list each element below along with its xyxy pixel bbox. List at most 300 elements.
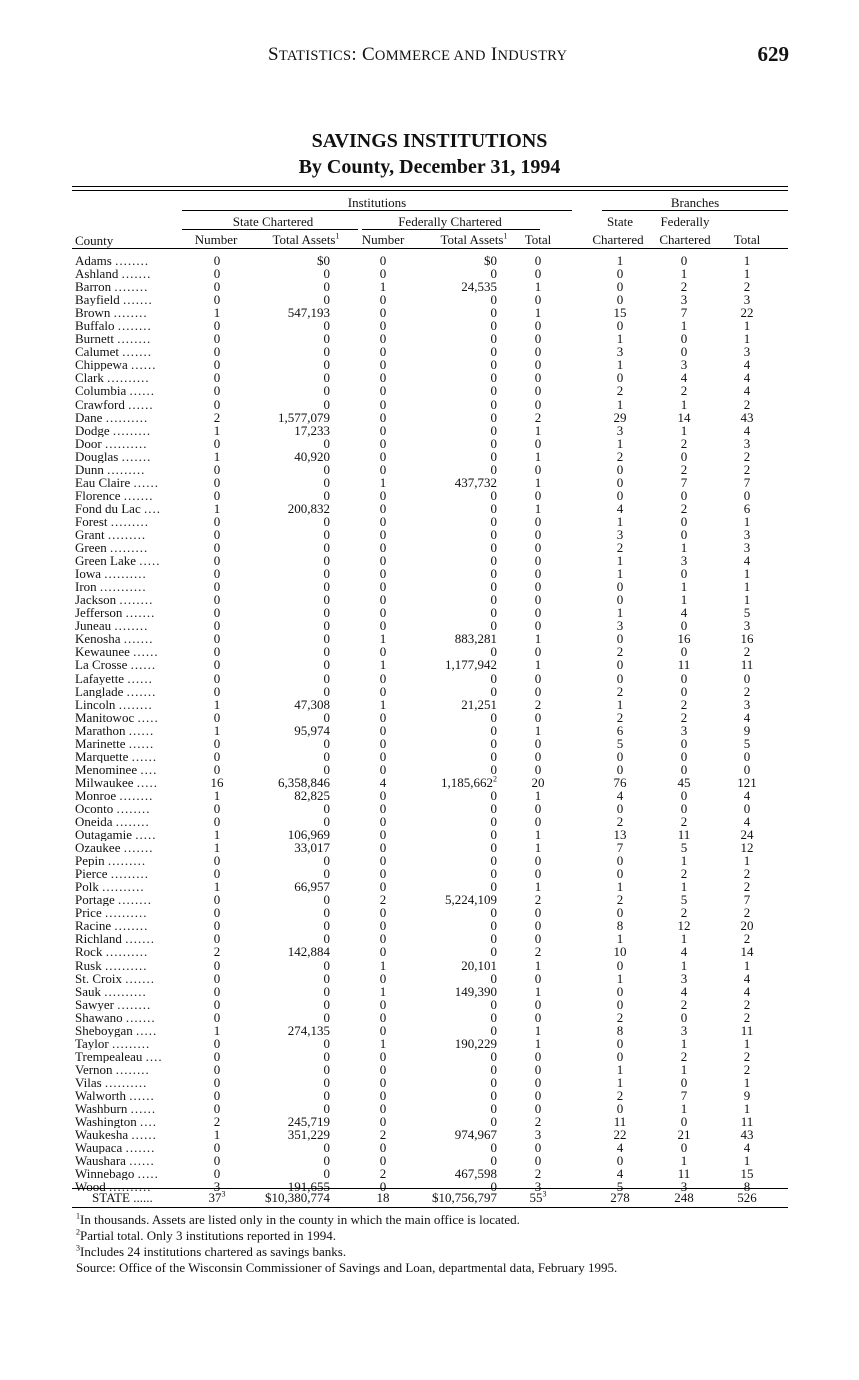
county-name: Buffalo ........ — [75, 319, 152, 333]
branches-fed-cell: 14 — [677, 409, 691, 425]
county-name: Dane .......... — [75, 410, 149, 424]
branches-fed-cell: 0 — [680, 618, 688, 634]
branches-state-cell: 0 — [616, 1035, 624, 1051]
branches-fed-cell: 1 — [680, 931, 688, 947]
branches-state-cell: 3 — [616, 344, 624, 360]
branches-fed-cell: 4 — [680, 605, 688, 621]
fed-number-cell: 0 — [379, 827, 387, 843]
fed-number-cell: 0 — [379, 266, 387, 282]
fed-assets-cell: 0 — [490, 1022, 497, 1038]
branches-total-cell: 2 — [743, 866, 751, 882]
fed-assets-cell: 5,224,109 — [445, 892, 497, 908]
branches-total-cell: 1 — [743, 1153, 751, 1169]
state-assets-cell: 0 — [323, 1101, 330, 1117]
branches-fed-cell: 1 — [680, 540, 688, 556]
county-name: Sauk .......... — [75, 984, 147, 998]
branches-header: Branches — [670, 195, 720, 210]
fed-number-cell: 2 — [379, 892, 387, 908]
branches-fed-cell: 2 — [680, 435, 688, 451]
branches-total-cell: 1 — [743, 1074, 751, 1090]
state-number-cell: 0 — [213, 318, 221, 334]
branches-total-cell: 4 — [743, 553, 751, 569]
county-name: Bayfield ....... — [75, 293, 153, 307]
county-name: Wood .......... — [75, 1180, 152, 1194]
branches-total-cell: 3 — [743, 696, 751, 712]
inst-total-cell: 1 — [534, 279, 542, 295]
fed-assets-cell: 0 — [490, 526, 497, 542]
county-name: Calumet ....... — [75, 345, 153, 359]
county-name: Pepin ......... — [75, 854, 147, 868]
county-name: Kenosha ....... — [75, 632, 154, 646]
state-number-cell: 0 — [213, 683, 221, 699]
branches-state-cell: 13 — [613, 827, 627, 843]
branches-state-cell: 0 — [616, 318, 624, 334]
inst-total-cell: 0 — [534, 331, 542, 347]
fed-number-cell: 1 — [379, 631, 387, 647]
branches-state-cell: 0 — [616, 1153, 624, 1169]
state-number-cell: 2 — [213, 1114, 221, 1130]
state-assets-header: Total Assets$^1$ — [272, 231, 340, 247]
branches-total-cell: 2 — [743, 1009, 751, 1025]
fed-number-cell: 0 — [379, 422, 387, 438]
branches-fed-cell: 45 — [677, 774, 691, 790]
state-assets-cell: 200,832 — [287, 500, 330, 516]
inst-grand-total: $55^3$ — [529, 1189, 547, 1205]
branches-state-cell: 4 — [616, 787, 624, 803]
inst-total-cell: 0 — [534, 761, 542, 777]
fed-assets-cell: 0 — [490, 814, 497, 830]
branches-fed-cell: 7 — [680, 305, 688, 321]
county-name: Walworth ...... — [75, 1089, 155, 1102]
branches-total-cell: 3 — [743, 344, 751, 360]
fed-assets-cell: 0 — [490, 383, 497, 399]
state-number-cell: 0 — [213, 1153, 221, 1169]
branches-fed-cell: 2 — [680, 905, 688, 921]
inst-total-cell: 0 — [534, 644, 542, 660]
branches-total-cell: 1 — [743, 318, 751, 334]
state-assets-cell: 0 — [323, 957, 330, 973]
branches-fed-cell: 3 — [680, 722, 688, 738]
inst-total-cell: 0 — [534, 814, 542, 830]
branches-total-cell: 2 — [743, 931, 751, 947]
state-assets-cell: 0 — [323, 761, 330, 777]
state-assets-cell: 0 — [323, 800, 330, 816]
branches-total-cell: 3 — [743, 618, 751, 634]
state-assets-cell: 0 — [323, 670, 330, 686]
state-number-cell: 0 — [213, 487, 221, 503]
county-name: Washington .... — [75, 1115, 158, 1129]
state-label: STATE ...... — [92, 1190, 153, 1205]
branches-fed-cell: 1 — [680, 266, 688, 282]
branches-fed-cell: 1 — [680, 1061, 688, 1077]
branches-total-cell: 2 — [743, 396, 751, 412]
branches-state-cell: 0 — [616, 1048, 624, 1064]
branches-state-cell: 1 — [616, 970, 624, 986]
branches-fed-cell: 4 — [680, 983, 688, 999]
branches-total-cell: 2 — [743, 683, 751, 699]
branches-fed-cell: 2 — [680, 814, 688, 830]
inst-total-cell: 1 — [534, 305, 542, 321]
fed-number-cell: 0 — [379, 970, 387, 986]
state-assets-cell: 0 — [323, 748, 330, 764]
state-number-cell: 0 — [213, 918, 221, 934]
state-assets-cell: 17,233 — [294, 422, 330, 438]
inst-total-cell: 2 — [534, 696, 542, 712]
fed-number-cell: 0 — [379, 435, 387, 451]
branches-state-cell: 4 — [616, 1140, 624, 1156]
state-number-cell: 0 — [213, 1088, 221, 1103]
fed-assets-cell: 0 — [490, 605, 497, 621]
header-bottom-rule — [72, 248, 788, 249]
branches-total-cell: 43 — [740, 409, 754, 425]
inst-total-cell: 2 — [534, 892, 542, 908]
branches-fed-cell: 2 — [680, 500, 688, 516]
fed-assets-cell: 0 — [490, 305, 497, 321]
branches-total-cell: 2 — [743, 996, 751, 1012]
fed-number-cell: 0 — [379, 448, 387, 464]
state-number-cell: 0 — [213, 1166, 221, 1182]
table-title — [0, 128, 859, 180]
inst-total-cell: 0 — [534, 853, 542, 869]
county-name: Marathon ...... — [75, 723, 155, 737]
fed-assets-cell: 1,185,662$^2$ — [441, 774, 497, 790]
branches-total-cell: 2 — [743, 1048, 751, 1064]
inst-total-cell: 0 — [534, 318, 542, 334]
fed-assets-cell: 0 — [490, 318, 497, 334]
county-name: Door .......... — [75, 436, 148, 450]
state-number-cell: 0 — [213, 435, 221, 451]
state-number-cell: 0 — [213, 970, 221, 986]
state-assets-cell: 82,825 — [294, 787, 330, 803]
top-rule — [72, 186, 788, 187]
inst-total-cell: 0 — [534, 526, 542, 542]
branches-state-cell: 2 — [616, 644, 624, 660]
state-number-cell: 0 — [213, 383, 221, 399]
branches-state-cell: 1 — [616, 396, 624, 412]
state-chartered-header: State Chartered — [232, 214, 314, 229]
inst-total-cell: 0 — [534, 344, 542, 360]
fed-number-cell: 0 — [379, 409, 387, 425]
fed-number-cell: 0 — [379, 748, 387, 764]
fed-assets-cell: 0 — [490, 866, 497, 882]
state-number-cell: 0 — [213, 540, 221, 556]
branches-state-cell: 0 — [616, 670, 624, 686]
branches-state-chartered-header: Chartered — [592, 232, 644, 247]
state-assets-cell: 0 — [323, 357, 330, 373]
branches-state-cell: 2 — [616, 683, 624, 699]
fed-number-cell: 0 — [379, 540, 387, 556]
fed-assets-cell: 24,535 — [461, 279, 497, 295]
fed-number-cell: 0 — [379, 944, 387, 960]
fed-assets-cell: 190,229 — [454, 1035, 497, 1051]
fed-assets-cell: 0 — [490, 879, 497, 895]
branches-total-cell: 15 — [740, 1166, 754, 1182]
fed-number-cell: 0 — [379, 461, 387, 477]
fed-assets-cell: 149,390 — [454, 983, 497, 999]
fed-assets-cell: 0 — [490, 709, 497, 725]
state-assets-cell: 0 — [323, 1061, 330, 1077]
state-assets-cell: 0 — [323, 970, 330, 986]
fed-number-cell: 1 — [379, 474, 387, 490]
branches-total-cell: 4 — [743, 383, 751, 399]
fed-assets-cell: 0 — [490, 761, 497, 777]
state-assets-cell: 0 — [323, 683, 330, 699]
fed-assets-cell: 21,251 — [461, 696, 497, 712]
state-assets-cell: 0 — [323, 566, 330, 582]
branches-fed-cell: 1 — [680, 579, 688, 595]
fed-number-cell: 0 — [379, 526, 387, 542]
fed-assets-total: $10,756,797 — [432, 1190, 497, 1205]
fed-number-cell: 0 — [379, 761, 387, 777]
state-number-cell: 0 — [213, 357, 221, 373]
branches-total-cell: 22 — [740, 305, 754, 321]
inst-total-cell: 0 — [534, 1101, 542, 1117]
branches-fed-cell: 1 — [680, 879, 688, 895]
branches-state-cell: 4 — [616, 1166, 624, 1182]
fed-assets-cell: 0 — [490, 422, 497, 438]
branches-total-cell: 4 — [743, 970, 751, 986]
state-number-header: Number — [194, 232, 238, 247]
state-number-cell: 0 — [213, 853, 221, 869]
fed-assets-cell: 0 — [490, 1088, 497, 1103]
branches-total-cell: 24 — [740, 827, 754, 843]
county-name: Adams ........ — [75, 254, 150, 267]
fed-assets-cell: 0 — [490, 1101, 497, 1117]
institutions-header: Institutions — [347, 195, 407, 210]
branches-fed-cell: 2 — [680, 461, 688, 477]
branches-state-cell: 0 — [616, 996, 624, 1012]
branches-state-cell: 0 — [616, 631, 624, 647]
state-assets-cell: 0 — [323, 618, 330, 634]
fed-number-cell: 0 — [379, 709, 387, 725]
branches-state-cell: 3 — [616, 618, 624, 634]
fed-number-cell: 0 — [379, 357, 387, 373]
fed-assets-cell: 0 — [490, 435, 497, 451]
fed-assets-cell: 0 — [490, 905, 497, 921]
county-header: County — [75, 233, 114, 248]
inst-total-cell: 1 — [534, 657, 542, 673]
state-assets-cell: 0 — [323, 266, 330, 282]
branches-fed-cell: 0 — [680, 344, 688, 360]
branches-state-cell: 2 — [616, 1088, 624, 1103]
branches-state-cell: 1 — [616, 553, 624, 569]
state-number-cell: 0 — [213, 814, 221, 830]
county-name: St. Croix ....... — [75, 971, 155, 985]
branches-fed-cell: 12 — [677, 918, 691, 934]
branches-state-cell: 1 — [616, 605, 624, 621]
county-name: Shawano ....... — [75, 1010, 156, 1024]
county-name: Juneau ........ — [75, 619, 149, 633]
fed-number-cell: 0 — [379, 553, 387, 569]
branches-total-cell: 1 — [743, 566, 751, 582]
state-number-cell: 1 — [213, 879, 221, 895]
inst-total-cell: 1 — [534, 827, 542, 843]
state-number-cell: 0 — [213, 644, 221, 660]
branches-state-cell: 0 — [616, 800, 624, 816]
branches-state-cell: 5 — [616, 735, 624, 751]
branches-state-cell: 2 — [616, 1009, 624, 1025]
state-chartered-rule — [182, 229, 358, 230]
county-name: Pierce ......... — [75, 867, 149, 881]
fed-number-cell: 0 — [379, 292, 387, 308]
state-assets-cell: 0 — [323, 853, 330, 869]
county-name: Iron ........... — [75, 580, 147, 594]
state-number-cell: 2 — [213, 409, 221, 425]
county-name: Iowa .......... — [75, 567, 147, 581]
fed-number-cell: 0 — [379, 866, 387, 882]
branches-total-cell: 4 — [743, 1140, 751, 1156]
branches-fed-cell: 2 — [680, 996, 688, 1012]
inst-total-cell: 2 — [534, 1166, 542, 1182]
inst-total-cell: 0 — [534, 396, 542, 412]
branches-fed-cell: 1 — [680, 592, 688, 608]
state-number-cell: 0 — [213, 370, 221, 386]
branches-state-cell: 8 — [616, 918, 624, 934]
branches-fed-cell: 1 — [680, 853, 688, 869]
state-assets-cell: 66,957 — [294, 879, 330, 895]
county-name: Grant ......... — [75, 527, 147, 541]
state-number-cell: 0 — [213, 253, 221, 268]
inst-total-cell: 1 — [534, 722, 542, 738]
state-number-cell: 0 — [213, 605, 221, 621]
fed-number-cell: 0 — [379, 1074, 387, 1090]
branches-fed-cell: 16 — [677, 631, 691, 647]
fed-assets-cell: 20,101 — [461, 957, 497, 973]
fed-assets-cell: 0 — [490, 579, 497, 595]
county-name: Rusk .......... — [75, 958, 148, 972]
inst-total-cell: 0 — [534, 487, 542, 503]
branches-total-cell: 0 — [743, 487, 751, 503]
state-number-cell: 0 — [213, 1101, 221, 1117]
fed-assets-header: Total Assets$^1$ — [440, 231, 508, 247]
branches-fed-cell: 2 — [680, 709, 688, 725]
branches-state-cell: 0 — [616, 579, 624, 595]
county-name: Kewaunee ...... — [75, 645, 159, 659]
state-number-cell: 0 — [213, 1140, 221, 1156]
inst-total-cell: 20 — [531, 774, 545, 790]
inst-total-cell: 0 — [534, 292, 542, 308]
state-assets-total: $10,380,774 — [265, 1190, 330, 1205]
fed-assets-cell: 0 — [490, 448, 497, 464]
county-name: Waushara ...... — [75, 1154, 155, 1168]
fed-number-cell: 0 — [379, 670, 387, 686]
branches-state-cell: 0 — [616, 279, 624, 295]
inst-total-cell: 0 — [534, 513, 542, 529]
branches-total-cell: 11 — [740, 657, 754, 673]
county-name: Washburn ...... — [75, 1102, 157, 1116]
footnote-3: $^3$Includes 24 institutions chartered as savings banks. — [76, 1243, 347, 1259]
branches-state-cell: 1 — [616, 435, 624, 451]
state-number-cell: 0 — [213, 931, 221, 947]
state-assets-cell: 0 — [323, 1009, 330, 1025]
state-assets-cell: 0 — [323, 605, 330, 621]
branches-state-cell: 1 — [616, 931, 624, 947]
inst-total-cell: 1 — [534, 840, 542, 856]
inst-total-cell: 2 — [534, 409, 542, 425]
branches-state-cell: 7 — [616, 840, 624, 856]
branches-total-cell: 1 — [743, 253, 751, 268]
fed-assets-cell: 0 — [490, 357, 497, 373]
state-number-cell: 0 — [213, 1009, 221, 1025]
state-number-cell: 1 — [213, 305, 221, 321]
state-number-cell: 0 — [213, 866, 221, 882]
branches-total-cell: 1 — [743, 1035, 751, 1051]
state-assets-cell: 0 — [323, 344, 330, 360]
state-number-cell: 1 — [213, 422, 221, 438]
branches-state-cell: 1 — [616, 513, 624, 529]
county-name: Green ......... — [75, 541, 149, 555]
branches-state-cell: 10 — [613, 944, 627, 960]
branches-fed-cell: 1 — [680, 422, 688, 438]
branches-total-cell: 11 — [740, 1114, 754, 1130]
top-rule-2 — [72, 190, 788, 191]
county-name: Waukesha ...... — [75, 1128, 157, 1142]
state-assets-cell: 274,135 — [287, 1022, 330, 1038]
branches-state-cell: 2 — [616, 709, 624, 725]
fed-number-cell: 0 — [379, 579, 387, 595]
fed-assets-cell: 0 — [490, 840, 497, 856]
state-number-cell: 0 — [213, 1061, 221, 1077]
branches-state-cell: 0 — [616, 761, 624, 777]
branches-fed-cell: 11 — [677, 657, 691, 673]
fed-number-cell: 0 — [379, 1048, 387, 1064]
fed-number-cell: 0 — [379, 566, 387, 582]
branches-fed-cell: 1 — [680, 1035, 688, 1051]
state-number-cell: 0 — [213, 579, 221, 595]
branches-total-cell: 1 — [743, 592, 751, 608]
state-number-cell: 0 — [213, 957, 221, 973]
state-number-cell: 0 — [213, 670, 221, 686]
state-assets-cell: 95,974 — [294, 722, 330, 738]
fed-number-header: Number — [361, 232, 405, 247]
fed-assets-cell: 0 — [490, 735, 497, 751]
state-assets-cell: 6,358,846 — [278, 774, 330, 790]
state-assets-cell: 0 — [323, 396, 330, 412]
state-number-cell: 0 — [213, 513, 221, 529]
state-number-cell: 0 — [213, 618, 221, 634]
fed-number-cell: 0 — [379, 931, 387, 947]
state-number-cell: 0 — [213, 461, 221, 477]
inst-total-cell: 1 — [534, 500, 542, 516]
branches-state-cell: 0 — [616, 957, 624, 973]
fed-number-cell: 0 — [379, 305, 387, 321]
state-assets-cell: 0 — [323, 905, 330, 921]
county-name: La Crosse ...... — [75, 658, 157, 672]
fed-assets-cell: 0 — [490, 931, 497, 947]
branches-state-cell: 0 — [616, 657, 624, 673]
branches-total-cell: 1 — [743, 513, 751, 529]
branches-state-cell: 2 — [616, 540, 624, 556]
table-title-sub: By County, December 31, 1994 — [298, 156, 561, 178]
state-assets-cell: 0 — [323, 370, 330, 386]
state-assets-cell: 0 — [323, 1035, 330, 1051]
branches-state-cell: 2 — [616, 448, 624, 464]
branches-state-cell: 0 — [616, 370, 624, 386]
fed-assets-cell: 0 — [490, 331, 497, 347]
branches-state-cell: 29 — [613, 409, 627, 425]
state-assets-cell: 0 — [323, 918, 330, 934]
county-name: Dodge ......... — [75, 423, 152, 437]
county-name: Sawyer ........ — [75, 997, 152, 1011]
county-name: Forest ......... — [75, 514, 149, 528]
inst-total-cell: 0 — [534, 709, 542, 725]
branches-grand-total: 526 — [737, 1190, 757, 1205]
fed-assets-cell: 0 — [490, 970, 497, 986]
county-name: Vernon ........ — [75, 1062, 150, 1076]
branches-state-cell: 8 — [616, 1022, 624, 1038]
branches-fed-cell: 5 — [680, 892, 688, 908]
state-assets-cell: 0 — [323, 461, 330, 477]
